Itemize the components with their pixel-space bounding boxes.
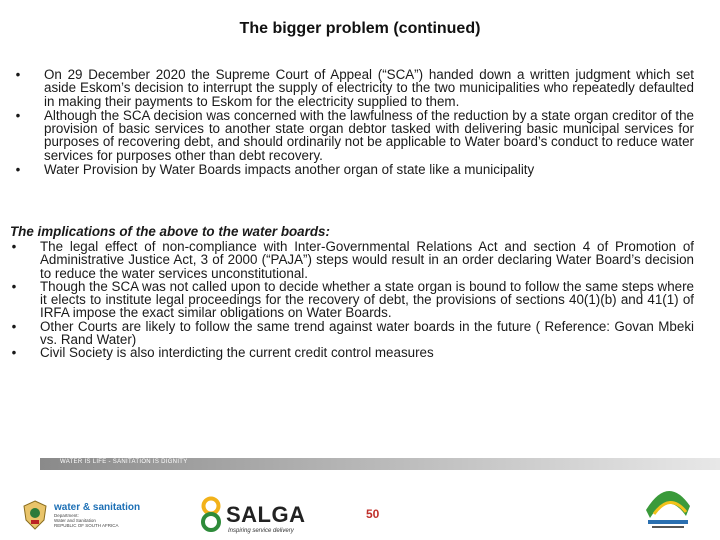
dws-line: Department:: [54, 513, 79, 518]
list-item: • Civil Society is also interdicting the current credit control measures: [8, 346, 694, 359]
bullet-dot: •: [15, 67, 21, 82]
bullet-dot: •: [11, 318, 17, 334]
implications-heading: The implications of the above to the water boards:: [10, 224, 330, 239]
salga-tagline: Inspiring service delivery: [228, 528, 294, 534]
bullet-dot: •: [11, 345, 17, 361]
footer-slogan: WATER IS LIFE - SANITATION IS DIGNITY: [60, 459, 188, 465]
ndp-logo-icon: [636, 470, 700, 534]
bullet-dot: •: [15, 162, 21, 178]
implications-bullet-list: [8, 240, 694, 360]
dws-title: water & sanitation: [54, 502, 141, 513]
bullet-dot: •: [11, 239, 17, 254]
footer: [0, 456, 720, 540]
list-item: • Other Courts are likely to follow the same trend against water boards in the future ( Reference: Govan Mbeki vs. Rand Water): [8, 320, 694, 347]
salga-name: SALGA: [226, 502, 306, 527]
dws-line: REPUBLIC OF SOUTH AFRICA: [54, 523, 119, 528]
bullet-dot: •: [15, 107, 21, 123]
coat-of-arms-icon: [22, 500, 48, 530]
dws-logo: [54, 502, 140, 528]
list-item: • Though the SCA was not called upon to decide whether a state organ is bound to follow the same steps where it elects to institute legal proceedings for the recovery of debt, the provisions of sections 40(1)(b) and 41(1) of IRFA impose the exact similar obligations on Water Boards.: [8, 280, 694, 320]
page-number: 50: [366, 507, 380, 521]
list-item: • On 29 December 2020 the Supreme Court of Appeal (“SCA”) handed down a written judgment which set aside Eskom’s decision to interrupt the supply of electricity to the two municipalities who repeatedly defaulted in making their payments to Eskom for the electricity supplied to them.: [12, 68, 694, 108]
list-item: • The legal effect of non-compliance with Inter-Governmental Relations Act and section 4 of Promotion of Administrative Justice Act, 3 of 2000 (“PAJA”) steps would result in an order declaring Water Board’s decision to reduce the water services unconstitutional.: [8, 240, 694, 280]
list-item: • Although the SCA decision was concerned with the lawfulness of the reduction by a state organ creditor of the provision of basic services to another state organ debtor tasked with delivering basic municipal services for purposes of recovering debt, and should ordinarily not be applicable to Water board’s conduct to reduce water services for purposes other than debt recovery.: [12, 109, 694, 162]
salga-logo-icon: [200, 496, 222, 532]
problem-bullet-list: [12, 68, 694, 176]
bullet-dot: •: [11, 278, 17, 294]
dws-line: Water and Sanitation: [54, 518, 96, 523]
page-title: The bigger problem (continued): [239, 20, 481, 37]
list-item: • Water Provision by Water Boards impacts another organ of state like a municipality: [12, 163, 694, 176]
